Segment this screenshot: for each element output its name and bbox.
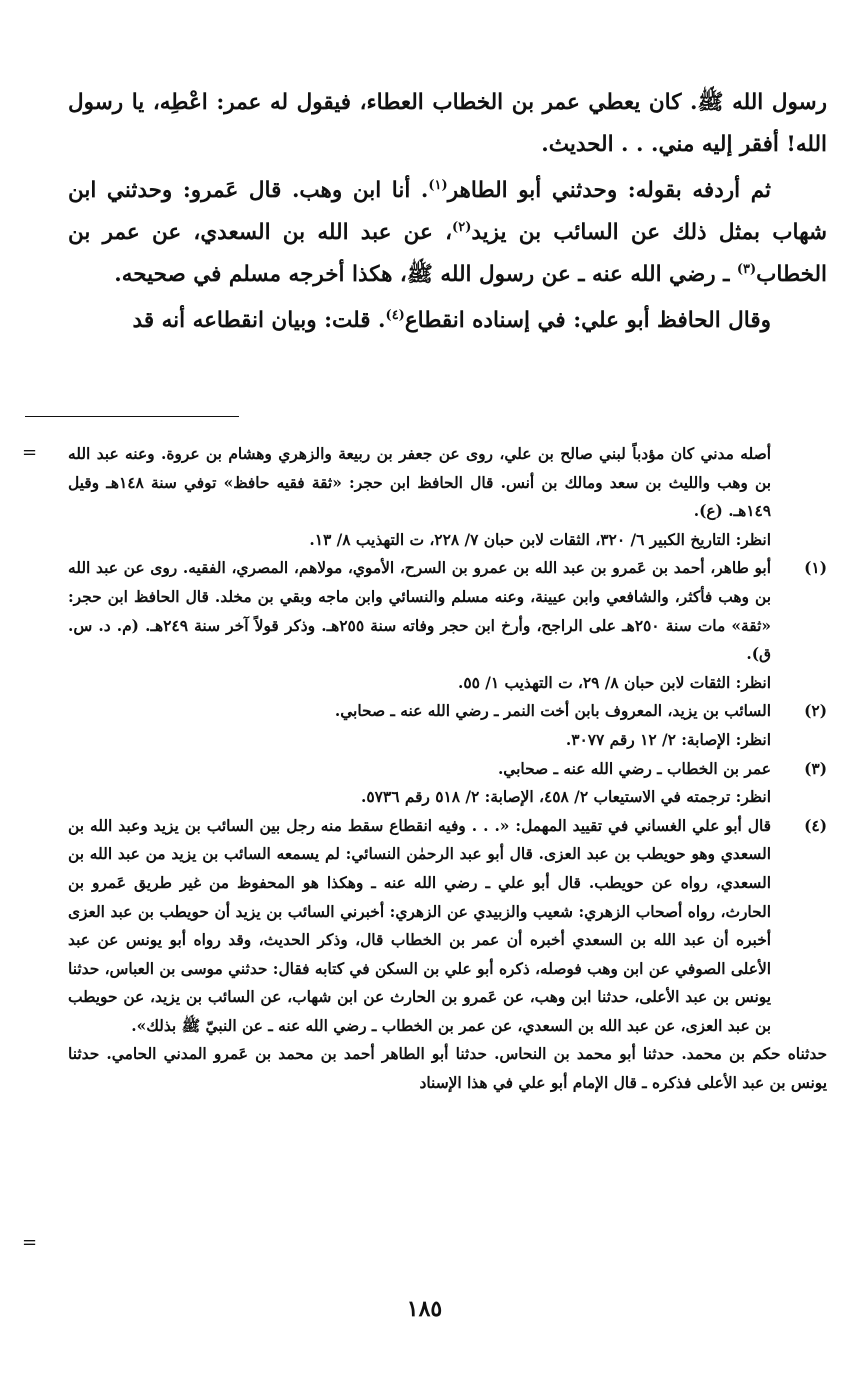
paragraph-text: ثم أردفه بقوله: وحدثني أبو الطاهر	[447, 178, 772, 203]
footnote-reference: انظر: الثقات لابن حبان ٨/ ٢٩، ت التهذيب ١/ ٥٥.	[458, 673, 771, 692]
continuation-mark-bottom: =	[22, 1232, 38, 1253]
footnote-text: السائب بن يزيد، المعروف بابن أخت النمر ـ رضي الله عنه ـ صحابي.	[334, 702, 771, 721]
paragraph-text: ، عن عبد الله بن السعدي، عن عمر بن الخطاب	[68, 220, 827, 287]
footnote-reference: انظر: ترجمته في الاستيعاب ٢/ ٤٥٨، الإصابة: ٢/ ٥١٨ رقم ٥٧٣٦.	[361, 788, 771, 807]
footnote-continued	[68, 440, 827, 554]
footnote-text: عمر بن الخطاب ـ رضي الله عنه ـ صحابي.	[497, 759, 771, 778]
footnote-2	[68, 697, 827, 754]
footnote-number: (٣)	[804, 759, 827, 778]
paragraph-1	[68, 82, 827, 166]
footnotes	[68, 440, 827, 1098]
footnote-reference: انظر: الإصابة: ٢/ ١٢ رقم ٣٠٧٧.	[565, 730, 771, 749]
paragraph-text: ـ رضي الله عنه ـ عن رسول الله ﷺ، هكذا أخرجه مسلم في صحيحه.	[114, 262, 737, 287]
paragraph-text: رسول الله ﷺ. كان يعطي عمر بن الخطاب العطاء، فيقول له عمر: اعْطِه، يا رسول الله! أفقر إليه مني. . . الحديث.	[68, 90, 827, 157]
footnote-text: حدثناه حكم بن محمد. حدثنا أبو محمد بن النحاس. حدثنا أبو الطاهر أحمد بن محمد بن عَمرو المدني الحامي. حدثنا يونس بن عبد الأعلى فذكره ـ قال الإمام أبو علي في هذا الإسناد	[68, 1045, 827, 1093]
footnote-3	[68, 755, 827, 812]
main-text	[68, 82, 827, 342]
paragraph-text: وقال الحافظ أبو علي: في إسناده انقطاع	[404, 308, 771, 333]
footnote-text: أبو طاهر، أحمد بن عَمرو بن عبد الله بن عمرو بن السرح، الأموي، مولاهم، المصري، الفقيه. روى عن عبد الله بن وهب فأكثر، والشافعي وابن عيينة، وعنه مسلم والنسائي وابن ماجه وبقي بن مخلد. قال الحافظ ابن حجر: «ثقة» مات سنة ٢٥٠هـ على الراجح، وأرخ ابن حجر وفاته سنة ٢٥٥هـ. وذكر قولاً آخر سنة ٢٤٩هـ. (م. د. س. ق).	[68, 559, 771, 664]
footnote-1	[68, 554, 827, 697]
footnote-separator	[25, 416, 239, 417]
footnote-ref-4[interactable]: (٤)	[385, 307, 405, 323]
footnote-text: قال أبو علي الغساني في تقييد المهمل: «. . . وفيه انقطاع سقط منه رجل بين السائب بن يزيد وعبد الله بن السعدي وهو حويطب بن عبد العزى. قال أبو عبد الرحمٰن النسائي: لم يسمعه السائب بن يزيد من عبد الله بن السعدي، رواه عن حويطب. قال أبو علي ـ رضي الله عنه ـ وهكذا هو المحفوظ من غير طريق عَمرو بن الحارث، رواه أصحاب الزهري: شعيب والزبيدي عن الزهري: أخبرني السائب بن يزيد أن حويطب بن عبد العزى أخبره أن عبد الله بن السعدي أخبره أن عمر بن الخطاب قال، وذكر الحديث، وقد رواه أبو يونس عن عبد الأعلى الصوفي عن ابن وهب فوصله، ذكره أبو علي بن السكن في كتابه فقال: حدثني موسى بن العباس، حدثنا يونس بن عبد الأعلى، حدثنا ابن وهب، عن عَمرو بن الحارث عن ابن شهاب، عن السائب بن يزيد، عن حويطب بن عبد العزى، عن عبد الله بن السعدي، عن عمر بن الخطاب ـ رضي الله عنه ـ عن النبيّ ﷺ بذلك».	[68, 816, 771, 1035]
footnote-4	[68, 812, 827, 1041]
footnote-4-tail	[68, 1040, 827, 1097]
footnote-number: (٢)	[804, 702, 827, 721]
footnote-number: (٤)	[804, 816, 827, 835]
footnote-ref-3[interactable]: (٣)	[736, 261, 757, 277]
footnote-text: أصله مدني كان مؤدباً لبني صالح بن علي، روى عن جعفر بن ربيعة والزهري وهشام بن عروة. وعنه عبد الله بن وهب والليث بن سعد ومالك بن أنس. قال الحافظ ابن حجر: «ثقة فقيه حافظ» توفي سنة ١٤٨هـ وقيل ١٤٩هـ. (ع).	[68, 445, 771, 521]
paragraph-text: . قلت: وبيان انقطاعه أنه قد	[132, 308, 386, 333]
page-number: ١٨٥	[406, 1296, 443, 1322]
footnote-ref-1[interactable]: (١)	[428, 177, 448, 193]
paragraph-3	[68, 300, 827, 342]
footnote-reference: انظر: التاريخ الكبير ٦/ ٣٢٠، الثقات لابن حبان ٧/ ٢٢٨، ت التهذيب ٨/ ١٣.	[309, 530, 771, 549]
paragraph-2	[68, 170, 827, 296]
paragraph-text: . أنا ابن وهب. قال عَمرو: وحدثني ابن شهاب بمثل ذلك عن السائب بن يزيد	[68, 178, 827, 245]
footnote-ref-2[interactable]: (٢)	[452, 219, 472, 235]
footnote-number: (١)	[804, 559, 827, 578]
continuation-mark-top: =	[22, 442, 38, 463]
